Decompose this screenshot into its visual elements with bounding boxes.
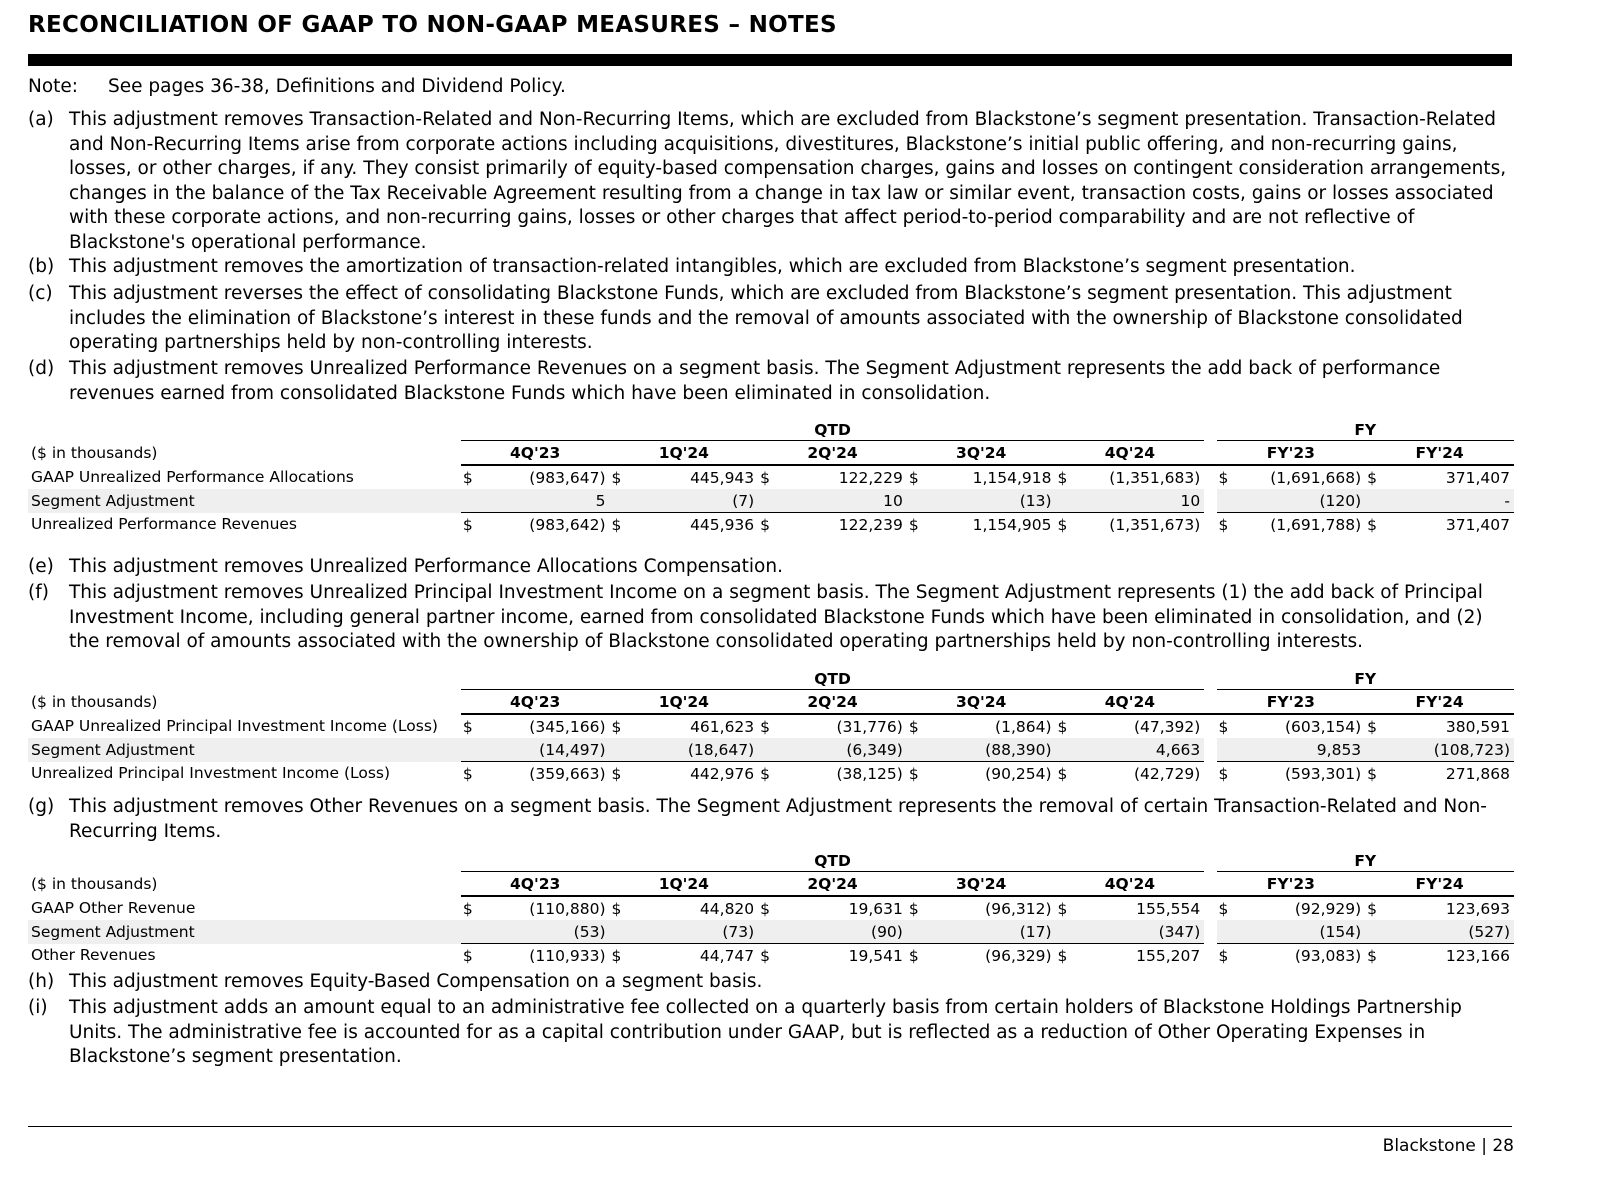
cell-value: (983,647)	[529, 468, 606, 487]
qtd-group-header: QTD	[461, 669, 1204, 690]
cell-value: (92,929)	[1294, 899, 1362, 918]
table-row	[28, 896, 1514, 920]
cell-value: (110,933)	[529, 946, 606, 965]
dollar-sign: $	[1057, 717, 1068, 736]
dollar-sign: $	[1218, 899, 1229, 918]
column-header: FY'23	[1217, 441, 1366, 466]
dollar-sign: $	[462, 515, 473, 534]
dollar-sign: $	[1218, 717, 1229, 736]
cell-value: 4,663	[1076, 738, 1204, 762]
cell-value: 122,229	[838, 468, 903, 487]
dollar-sign: $	[1057, 899, 1068, 918]
note-line	[28, 76, 566, 97]
dollar-sign: $	[908, 468, 919, 487]
dollar-sign: $	[611, 946, 622, 965]
cell-value: (96,329)	[985, 946, 1052, 965]
cell-value: (154)	[1237, 920, 1365, 944]
footnote-text: This adjustment removes the amortization of transaction-related intangibles, which are excluded from Blackstone’s segment presentation.	[69, 256, 1356, 277]
cell-value: 155,207	[1136, 946, 1201, 965]
column-header: 3Q'24	[907, 872, 1056, 897]
row-label: Segment Adjustment	[28, 920, 461, 944]
cell-value: (96,312)	[985, 899, 1052, 918]
cell-value: (13)	[927, 489, 1055, 513]
cell-value: 123,166	[1445, 946, 1510, 965]
cell-value: (93,083)	[1294, 946, 1362, 965]
column-header: 3Q'24	[907, 690, 1056, 715]
column-header: FY'24	[1365, 872, 1514, 897]
dollar-sign: $	[1218, 764, 1229, 783]
dollar-sign: $	[611, 764, 622, 783]
row-label: Other Revenues	[31, 946, 156, 965]
dollar-sign: $	[1367, 717, 1378, 736]
dollar-sign: $	[462, 946, 473, 965]
column-header: 1Q'24	[610, 441, 759, 466]
cell-value: (110,880)	[529, 899, 606, 918]
column-header: FY'24	[1365, 690, 1514, 715]
column-header: 4Q'23	[461, 872, 610, 897]
dollar-sign: $	[611, 468, 622, 487]
cell-value: (603,154)	[1284, 717, 1362, 736]
dollar-sign: $	[760, 468, 771, 487]
column-header: 1Q'24	[610, 690, 759, 715]
cell-value: (1,351,683)	[1109, 468, 1201, 487]
footnote-text: This adjustment removes Unrealized Performance Allocations Compensation.	[69, 556, 783, 577]
footnote-tag: (c)	[28, 283, 53, 304]
footnote-text: This adjustment reverses the effect of consolidating Blackstone Funds, which are excluded from Blackstone’s segment presentation. This adjustment includes the elimination of Blackstone’s interest in these funds and the removal of amounts associated with the ownership of Blackstone consolidated operating partnerships held by non-controlling interests.	[69, 283, 1463, 354]
cell-value: (31,776)	[836, 717, 903, 736]
cell-value: (88,390)	[927, 738, 1055, 762]
dollar-sign: $	[462, 764, 473, 783]
dollar-sign: $	[908, 764, 919, 783]
qtd-group-header: QTD	[461, 851, 1204, 872]
row-label: Unrealized Performance Revenues	[31, 515, 298, 534]
footer-brand: Blackstone	[1382, 1136, 1476, 1156]
cell-value: 380,591	[1445, 717, 1510, 736]
dollar-sign: $	[908, 515, 919, 534]
dollar-sign: $	[1218, 515, 1229, 534]
cell-value: (527)	[1386, 920, 1514, 944]
cell-value: 1,154,918	[972, 468, 1052, 487]
column-header: 1Q'24	[610, 872, 759, 897]
column-header: 4Q'24	[1056, 441, 1205, 466]
row-label: Segment Adjustment	[28, 489, 461, 513]
row-label: GAAP Unrealized Performance Allocations	[31, 468, 354, 486]
dollar-sign: $	[760, 946, 771, 965]
cell-value: 445,943	[690, 468, 755, 487]
footnote-tag: (h)	[28, 971, 55, 992]
dollar-sign: $	[1367, 764, 1378, 783]
cell-value: (1,864)	[995, 717, 1052, 736]
cell-value: (7)	[630, 489, 758, 513]
cell-value: (73)	[630, 920, 758, 944]
footer-separator: |	[1481, 1136, 1487, 1156]
qtd-group-header: QTD	[461, 420, 1204, 441]
footnote-text: This adjustment removes Unrealized Principal Investment Income on a segment basis. The Segment Adjustment represents (1) the add back of Principal Investment Income, including general partner income, earned from consolidated Blackstone Funds which have been eliminated in consolidation, and (2) the removal of amounts associated with the ownership of Blackstone consolidated operating partnerships held by non-controlling interests.	[69, 582, 1483, 653]
cell-value: 442,976	[690, 764, 755, 783]
other-revenues-table	[28, 851, 1514, 967]
dollar-sign: $	[611, 717, 622, 736]
table-row	[28, 738, 1514, 762]
footnote-tag: (b)	[28, 256, 55, 277]
cell-value: (1,691,668)	[1270, 468, 1362, 487]
cell-value: (1,351,673)	[1109, 515, 1201, 534]
footnote-b	[28, 255, 1518, 280]
cell-value: (593,301)	[1284, 764, 1362, 783]
column-header: 2Q'24	[758, 441, 907, 466]
cell-value: 122,239	[838, 515, 903, 534]
footnote-tag: (i)	[28, 997, 48, 1018]
dollar-sign: $	[1218, 468, 1229, 487]
cell-value: (14,497)	[481, 738, 609, 762]
column-header: 4Q'23	[461, 690, 610, 715]
dollar-sign: $	[1057, 764, 1068, 783]
footnote-g	[28, 795, 1518, 844]
dollar-sign: $	[760, 764, 771, 783]
cell-value: 5	[481, 489, 609, 513]
footnote-a	[28, 108, 1518, 256]
cell-value: (983,642)	[529, 515, 606, 534]
page-footer	[1383, 1136, 1514, 1156]
cell-value: (120)	[1237, 489, 1365, 513]
cell-value: 271,868	[1445, 764, 1510, 783]
dollar-sign: $	[760, 717, 771, 736]
cell-value: (90,254)	[985, 764, 1052, 783]
footnote-tag: (a)	[28, 109, 54, 130]
cell-value: (47,392)	[1133, 717, 1201, 736]
column-header: 4Q'23	[461, 441, 610, 466]
dollar-sign: $	[611, 899, 622, 918]
cell-value: 371,407	[1445, 468, 1510, 487]
cell-value: 371,407	[1445, 515, 1510, 534]
cell-value: (42,729)	[1133, 764, 1201, 783]
dollar-sign: $	[462, 899, 473, 918]
footnote-text: This adjustment removes Other Revenues on a segment basis. The Segment Adjustment represents the removal of certain Transaction-Related and Non-Recurring Items.	[69, 796, 1487, 842]
table-row	[28, 513, 1514, 537]
dollar-sign: $	[1367, 468, 1378, 487]
row-label: Unrealized Principal Investment Income (Loss)	[31, 764, 391, 783]
dollar-sign: $	[908, 946, 919, 965]
cell-value: (345,166)	[529, 717, 606, 736]
dollar-sign: $	[908, 717, 919, 736]
cell-value: 44,820	[699, 899, 755, 918]
footnote-d	[28, 357, 1518, 406]
column-header: FY'23	[1217, 690, 1366, 715]
cell-value: (38,125)	[836, 764, 903, 783]
cell-value: 10	[1076, 489, 1204, 513]
dollar-sign: $	[908, 899, 919, 918]
footnote-tag: (d)	[28, 358, 55, 379]
footnote-tag: (g)	[28, 796, 55, 817]
cell-value: -	[1386, 489, 1514, 513]
cell-value: (359,663)	[529, 764, 606, 783]
column-header: 2Q'24	[758, 872, 907, 897]
dollar-sign: $	[1367, 899, 1378, 918]
cell-value: 19,631	[848, 899, 903, 918]
dollar-sign: $	[1367, 515, 1378, 534]
dollar-sign: $	[760, 899, 771, 918]
principal-investment-income-table	[28, 669, 1514, 785]
footnote-tag: (f)	[28, 582, 49, 603]
title-rule	[28, 54, 1512, 66]
cell-value: (18,647)	[630, 738, 758, 762]
footnote-c	[28, 282, 1518, 356]
unit-label: ($ in thousands)	[31, 692, 158, 711]
dollar-sign: $	[462, 468, 473, 487]
cell-value: (6,349)	[779, 738, 907, 762]
cell-value: (1,691,788)	[1270, 515, 1362, 534]
unit-label: ($ in thousands)	[31, 874, 158, 893]
footnote-text: This adjustment adds an amount equal to an administrative fee collected on a quarterly basis from certain holders of Blackstone Holdings Partnership Units. The administrative fee is accounted for as a capital contribution under GAAP, but is reflected as a reduction of Other Operating Expenses in Blackstone’s segment presentation.	[69, 997, 1462, 1068]
row-label: Segment Adjustment	[28, 738, 461, 762]
footnote-text: This adjustment removes Equity-Based Compensation on a segment basis.	[69, 971, 763, 992]
footnote-e	[28, 555, 1518, 580]
table-row	[28, 465, 1514, 489]
cell-value: 461,623	[690, 717, 755, 736]
column-header: 4Q'24	[1056, 872, 1205, 897]
column-header: 3Q'24	[907, 441, 1056, 466]
cell-value: (53)	[481, 920, 609, 944]
column-header: 4Q'24	[1056, 690, 1205, 715]
column-header: FY'24	[1365, 441, 1514, 466]
page-number: 28	[1492, 1136, 1514, 1156]
table-row	[28, 944, 1514, 968]
footnote-text: This adjustment removes Transaction-Related and Non-Recurring Items, which are excluded from Blackstone’s segment presentation. Transaction-Related and Non-Recurring Items arise from corporate actions including acquisitions, divestitures, Blackstone’s initial public offering, and non-recurring gains, losses, or other charges, if any. They consist primarily of equity-based compensation charges, gains and losses on contingent consideration arrangements, changes in the balance of the Tax Receivable Agreement resulting from a change in tax law or similar event, transaction costs, gains or losses associated with these corporate actions, and non-recurring gains, losses or other charges that affect period-to-period comparability and are not reflective of Blackstone's operational performance.	[69, 109, 1507, 253]
cell-value: 19,541	[848, 946, 903, 965]
footnote-h	[28, 970, 1518, 995]
performance-revenues-table	[28, 420, 1514, 536]
column-header: FY'23	[1217, 872, 1366, 897]
cell-value: (90)	[779, 920, 907, 944]
dollar-sign: $	[611, 515, 622, 534]
cell-value: (17)	[927, 920, 1055, 944]
cell-value: (108,723)	[1386, 738, 1514, 762]
cell-value: (347)	[1076, 920, 1204, 944]
dollar-sign: $	[1057, 468, 1068, 487]
row-label: GAAP Other Revenue	[31, 899, 196, 917]
footnote-i	[28, 996, 1518, 1070]
row-label: GAAP Unrealized Principal Investment Income (Loss)	[31, 717, 438, 735]
table-row	[28, 762, 1514, 786]
cell-value: 44,747	[699, 946, 755, 965]
fy-group-header: FY	[1217, 669, 1515, 690]
table-row	[28, 489, 1514, 513]
cell-value: 445,936	[690, 515, 755, 534]
dollar-sign: $	[1367, 946, 1378, 965]
dollar-sign: $	[462, 717, 473, 736]
unit-label: ($ in thousands)	[31, 443, 158, 462]
footnote-f	[28, 581, 1518, 655]
cell-value: 9,853	[1237, 738, 1365, 762]
footer-rule	[28, 1126, 1512, 1127]
cell-value: 10	[779, 489, 907, 513]
table-row	[28, 714, 1514, 738]
dollar-sign: $	[1057, 515, 1068, 534]
footnote-tag: (e)	[28, 556, 54, 577]
cell-value: 1,154,905	[972, 515, 1052, 534]
fy-group-header: FY	[1217, 851, 1515, 872]
dollar-sign: $	[1057, 946, 1068, 965]
cell-value: 155,554	[1136, 899, 1201, 918]
fy-group-header: FY	[1217, 420, 1515, 441]
cell-value: 123,693	[1445, 899, 1510, 918]
dollar-sign: $	[760, 515, 771, 534]
note-label: Note:	[28, 76, 79, 97]
dollar-sign: $	[1218, 946, 1229, 965]
page-title: RECONCILIATION OF GAAP TO NON-GAAP MEASURES – NOTES	[28, 12, 837, 38]
note-text: See pages 36-38, Definitions and Dividend Policy.	[108, 76, 566, 97]
table-row	[28, 920, 1514, 944]
column-header: 2Q'24	[758, 690, 907, 715]
footnote-text: This adjustment removes Unrealized Performance Revenues on a segment basis. The Segment Adjustment represents the add back of performance revenues earned from consolidated Blackstone Funds which have been eliminated in consolidation.	[69, 358, 1441, 404]
